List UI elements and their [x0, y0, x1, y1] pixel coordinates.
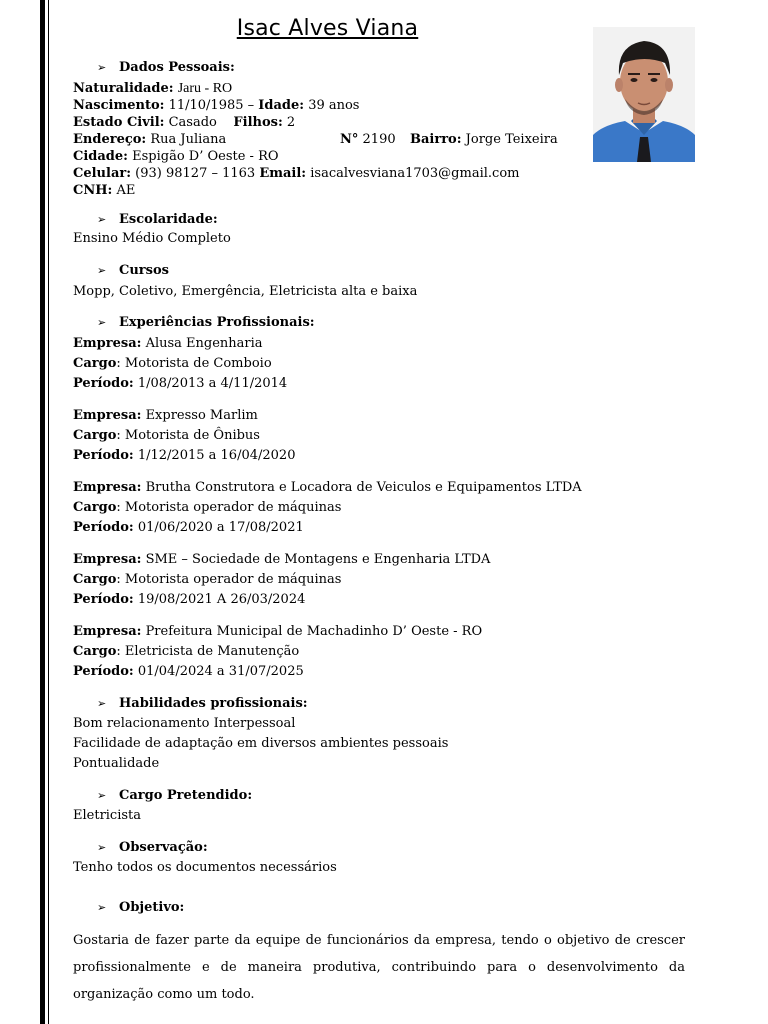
- field-estado-civil: Estado Civil: Casado Filhos: 2: [73, 115, 296, 130]
- habilidade-item: Pontualidade: [73, 756, 160, 771]
- field-bairro: Bairro: Jorge Teixeira: [410, 132, 558, 147]
- cursos-text: Mopp, Coletivo, Emergência, Eletricista alta e baixa: [73, 284, 418, 299]
- bullet-arrow-icon: ➢: [97, 264, 107, 277]
- field-naturalidade: Naturalidade: Jaru - RO: [73, 81, 233, 96]
- section-heading-objetivo: ➢ Objetivo:: [97, 900, 185, 915]
- experience-periodo: Período: 19/08/2021 A 26/03/2024: [73, 592, 306, 607]
- experience-cargo: Cargo: Motorista de Ônibus: [73, 428, 260, 443]
- habilidade-item: Facilidade de adaptação em diversos ambientes pessoais: [73, 736, 449, 751]
- bullet-arrow-icon: ➢: [97, 901, 107, 914]
- profile-photo: [593, 27, 695, 162]
- section-heading-cursos: ➢ Cursos: [97, 263, 169, 278]
- field-endereco: Endereço: Rua Juliana: [73, 132, 227, 147]
- bullet-arrow-icon: ➢: [97, 697, 107, 710]
- bullet-arrow-icon: ➢: [97, 316, 107, 329]
- section-heading-cargo-pretendido: ➢ Cargo Pretendido:: [97, 788, 253, 803]
- experience-cargo: Cargo: Motorista operador de máquinas: [73, 572, 342, 587]
- bullet-arrow-icon: ➢: [97, 789, 107, 802]
- experience-empresa: Empresa: Expresso Marlim: [73, 408, 258, 423]
- field-cnh: CNH: AE: [73, 183, 136, 198]
- section-heading-escolaridade: ➢ Escolaridade:: [97, 212, 218, 227]
- experience-cargo: Cargo: Motorista operador de máquinas: [73, 500, 342, 515]
- resume-name: Isac Alves Viana: [236, 16, 419, 41]
- observacao-text: Tenho todos os documentos necessários: [73, 860, 337, 875]
- page-border-thick: [40, 0, 45, 1024]
- email-link[interactable]: isacalvesviana1703@gmail.com: [310, 166, 520, 181]
- objetivo-text: Gostaria de fazer parte da equipe de funcionários da empresa, tendo o objetivo de crescer profissionalmente e de maneira produtiva, contribuindo para o desenvolvimento da organização como um todo.: [73, 933, 685, 1002]
- experience-periodo: Período: 1/12/2015 a 16/04/2020: [73, 448, 296, 463]
- bullet-arrow-icon: ➢: [97, 61, 107, 74]
- field-nascimento: Nascimento: 11/10/1985 – Idade: 39 anos: [73, 98, 360, 113]
- experience-cargo: Cargo: Motorista de Comboio: [73, 356, 272, 371]
- experience-periodo: Período: 01/06/2020 a 17/08/2021: [73, 520, 304, 535]
- escolaridade-text: Ensino Médio Completo: [73, 231, 231, 246]
- experience-periodo: Período: 01/04/2024 a 31/07/2025: [73, 664, 304, 679]
- bullet-arrow-icon: ➢: [97, 841, 107, 854]
- field-contato: Celular: (93) 98127 – 1163 Email: isacalvesviana1703@gmail.com: [73, 166, 520, 181]
- experience-empresa: Empresa: Prefeitura Municipal de Machadinho D’ Oeste - RO: [73, 624, 483, 639]
- section-heading-observacao: ➢ Observação:: [97, 840, 208, 855]
- section-heading-habilidades: ➢ Habilidades profissionais:: [97, 696, 308, 711]
- experience-cargo: Cargo: Eletricista de Manutenção: [73, 644, 300, 659]
- cargo-pretendido-text: Eletricista: [73, 808, 142, 823]
- experience-empresa: Empresa: Alusa Engenharia: [73, 336, 263, 351]
- habilidade-item: Bom relacionamento Interpessoal: [73, 716, 296, 731]
- experience-periodo: Período: 1/08/2013 a 4/11/2014: [73, 376, 288, 391]
- experience-empresa: Empresa: SME – Sociedade de Montagens e Engenharia LTDA: [73, 552, 491, 567]
- bullet-arrow-icon: ➢: [97, 213, 107, 226]
- section-heading-dados-pessoais: ➢ Dados Pessoais:: [97, 60, 235, 75]
- experience-empresa: Empresa: Brutha Construtora e Locadora de Veiculos e Equipamentos LTDA: [73, 480, 582, 495]
- page-border-thin: [48, 0, 49, 1024]
- field-cidade: Cidade: Espigão D’ Oeste - RO: [73, 149, 279, 164]
- section-heading-experiencias: ➢ Experiências Profissionais:: [97, 315, 315, 330]
- field-numero: N° 2190: [340, 132, 396, 147]
